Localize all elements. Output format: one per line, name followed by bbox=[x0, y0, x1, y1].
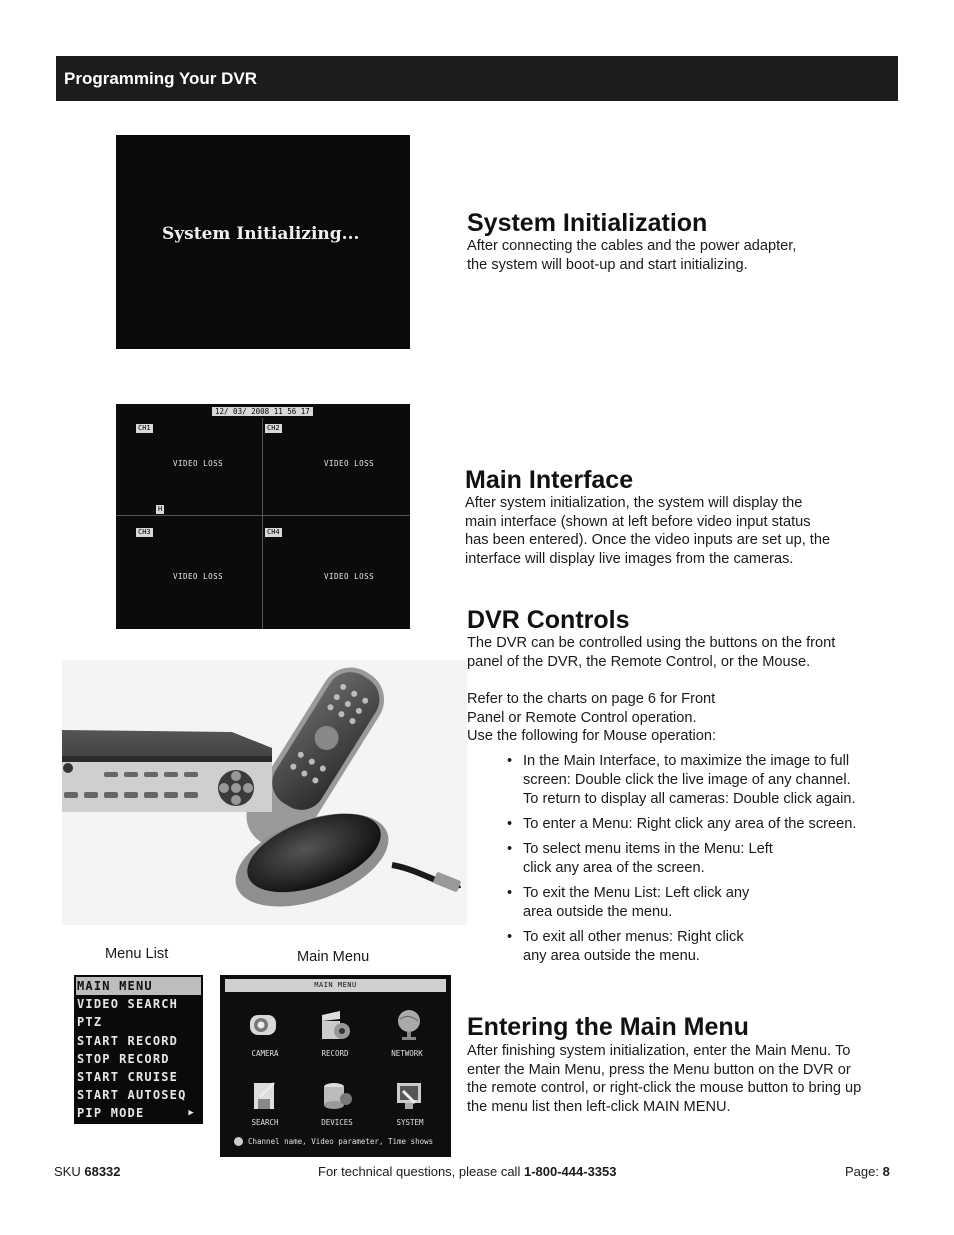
channel-label-4: CH4 bbox=[267, 528, 280, 536]
system-init-screen-text: System Initializing... bbox=[162, 224, 360, 244]
record-icon[interactable] bbox=[318, 1009, 352, 1043]
video-loss-2: VIDEO LOSS bbox=[324, 459, 375, 468]
mouse-operation-list bbox=[507, 752, 897, 972]
menu-list-caption: Menu List bbox=[105, 946, 169, 962]
menu-item-system[interactable]: SYSTEM bbox=[396, 1118, 424, 1127]
menu-item-start-autoseq[interactable]: START AUTOSEQ bbox=[77, 1088, 187, 1103]
menu-item-devices[interactable]: DEVICES bbox=[321, 1118, 353, 1127]
status-marker: H bbox=[158, 505, 163, 513]
footer-sku: SKU 68332 bbox=[54, 1164, 121, 1179]
section-header-title: Programming Your DVR bbox=[64, 69, 258, 88]
entering-menu-text: After finishing system initialization, enter the Main Menu. To enter the Main Menu, press the Menu button on the DVR or the remote control, or right-click the mouse button to bring up the menu list then left-click MAIN MENU. bbox=[467, 1043, 862, 1115]
dvr-controls-refer-text: Refer to the charts on page 6 for Front Panel or Remote Control operation. Use the following for Mouse operation: bbox=[467, 691, 717, 745]
channel-label-3: CH3 bbox=[138, 528, 151, 536]
system-init-heading: System Initialization bbox=[467, 209, 708, 237]
search-icon[interactable] bbox=[248, 1079, 282, 1113]
main-menu-caption: Main Menu bbox=[297, 949, 370, 965]
main-interface-text: After system initialization, the system will display the main interface (shown at left before video input status has been entered). Once the video inputs are set up, the interface will display live images from the cameras. bbox=[465, 495, 831, 567]
footer-page-number: Page: 8 bbox=[845, 1164, 890, 1179]
footer-tech-support: For technical questions, please call 1-800-444-3353 bbox=[318, 1164, 617, 1179]
dvr-remote-mouse-photo bbox=[62, 660, 467, 925]
menu-item-search[interactable]: SEARCH bbox=[251, 1118, 279, 1127]
channel-label-1: CH1 bbox=[138, 424, 151, 432]
main-menu-title: MAIN MENU bbox=[225, 979, 446, 992]
channel-label-2: CH2 bbox=[267, 424, 280, 432]
menu-item-main-menu[interactable]: MAIN MENU bbox=[76, 977, 201, 995]
section-header-bar bbox=[56, 56, 898, 101]
list-item: • To enter a Menu: Right click any area of the screen. bbox=[507, 815, 897, 834]
menu-item-video-search[interactable]: VIDEO SEARCH bbox=[77, 997, 179, 1012]
datetime-readout: 12/ 03/ 2008 11 56 17 bbox=[212, 407, 313, 416]
menu-item-camera[interactable]: CAMERA bbox=[251, 1049, 279, 1058]
menu-list-screenshot bbox=[74, 975, 203, 1124]
menu-item-start-cruise[interactable]: START CRUISE bbox=[77, 1069, 179, 1084]
video-loss-3: VIDEO LOSS bbox=[173, 572, 224, 581]
camera-icon[interactable] bbox=[247, 1007, 281, 1041]
menu-item-start-record[interactable]: START RECORD bbox=[77, 1033, 179, 1048]
entering-menu-heading: Entering the Main Menu bbox=[467, 1013, 749, 1041]
video-loss-4: VIDEO LOSS bbox=[324, 572, 375, 581]
menu-item-pip-mode[interactable]: PIP MODE ▶ bbox=[77, 1106, 195, 1121]
menu-item-stop-record[interactable]: STOP RECORD bbox=[77, 1051, 170, 1066]
main-menu-hint: Channel name, Video parameter, Time shows bbox=[248, 1137, 434, 1146]
quad-divider-vertical bbox=[262, 418, 263, 629]
main-menu-screenshot bbox=[220, 975, 451, 1157]
dvr-unit-icon bbox=[62, 730, 272, 812]
video-loss-1: VIDEO LOSS bbox=[173, 459, 224, 468]
devices-icon[interactable] bbox=[320, 1079, 354, 1113]
system-init-text: After connecting the cables and the power adapter, the system will boot-up and start initializing. bbox=[467, 238, 797, 273]
dvr-controls-heading: DVR Controls bbox=[467, 606, 630, 634]
quad-divider-horizontal bbox=[116, 515, 410, 516]
info-icon bbox=[234, 1137, 243, 1146]
list-item: • To exit the Menu List: Left click any area outside the menu. bbox=[507, 884, 897, 922]
list-item: • In the Main Interface, to maximize the image to full screen: Double click the live image of any channel. To return to display all cameras: Double click again. bbox=[507, 752, 897, 809]
list-item: • To select menu items in the Menu: Left click any area of the screen. bbox=[507, 840, 897, 878]
list-item: • To exit all other menus: Right click any area outside the menu. bbox=[507, 928, 897, 966]
menu-item-record[interactable]: RECORD bbox=[321, 1049, 349, 1058]
network-icon[interactable] bbox=[392, 1007, 426, 1041]
main-interface-screenshot bbox=[116, 404, 410, 629]
system-init-screenshot bbox=[116, 135, 410, 349]
system-icon[interactable] bbox=[393, 1079, 427, 1113]
main-interface-heading: Main Interface bbox=[465, 466, 634, 494]
menu-item-network[interactable]: NETWORK bbox=[391, 1049, 423, 1058]
dvr-controls-text: The DVR can be controlled using the buttons on the front panel of the DVR, the Remote Control, or the Mouse. bbox=[467, 635, 836, 670]
submenu-arrow-icon: ▶ bbox=[188, 1108, 195, 1119]
menu-item-ptz[interactable]: PTZ bbox=[77, 1015, 103, 1030]
